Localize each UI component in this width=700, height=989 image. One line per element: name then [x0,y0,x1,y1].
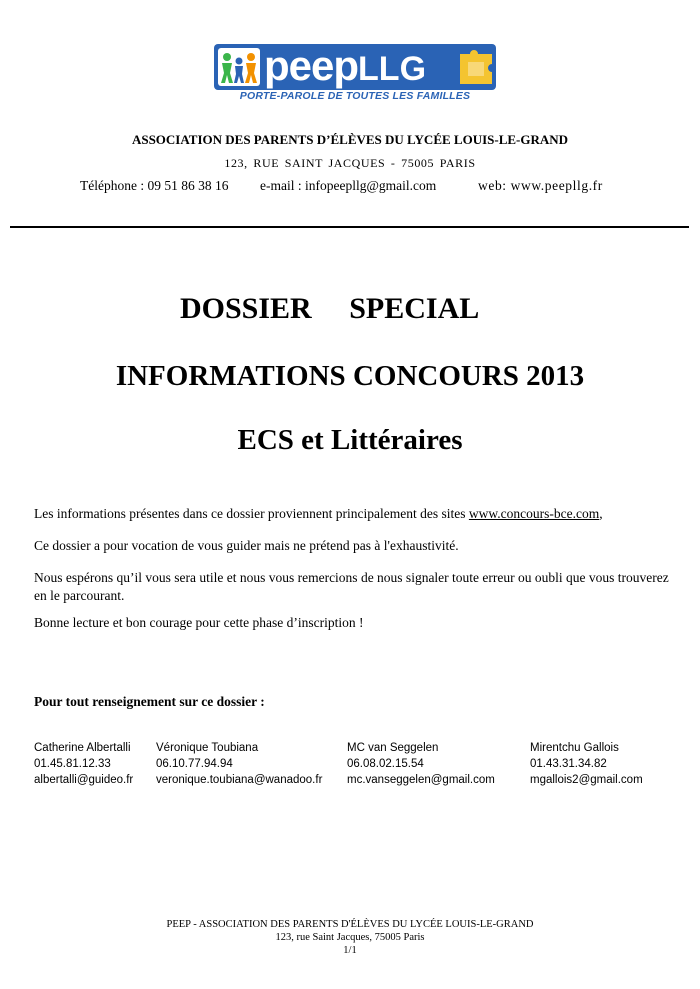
website-link[interactable]: web: www.peepllg.fr [478,178,603,193]
phone-number: Téléphone : 09 51 86 38 16 [80,178,229,193]
contact-phone: 06.10.77.94.94 [156,758,233,770]
contact-email[interactable]: mgallois2@gmail.com [530,774,643,786]
family-figures-icon [218,48,260,86]
logo-suffix: LLG [358,50,427,88]
contact-name: MC van Seggelen [347,742,439,754]
contact-email[interactable]: veronique.toubiana@wanadoo.fr [156,774,323,786]
email-address[interactable]: e-mail : infopeepllg@gmail.com [260,178,437,193]
contact-card [34,740,133,788]
page-number: 1/1 [343,945,357,956]
contact-name: Véronique Toubiana [156,742,259,754]
contacts-heading: Pour tout renseignement sur ce dossier : [34,694,265,709]
intro-sources-text: Les informations présentes dans ce dossier proviennent principalement des sites [34,506,469,521]
title-ecs-litteraires: ECS et Littéraires [237,424,463,456]
intro-paragraph-purpose: Ce dossier a pour vocation de vous guider mais ne prétend pas à l'exhaustivité. [34,538,459,553]
association-name: ASSOCIATION DES PARENTS D’ÉLÈVES DU LYCÉE LOUIS-LE-GRAND [131,132,569,147]
association-address: 123, RUE SAINT JACQUES - 75005 PARIS [224,156,476,170]
puzzle-piece-icon [458,48,494,86]
contact-card [156,740,322,788]
contact-phone: 06.08.02.15.54 [347,758,424,770]
contact-card [530,740,643,788]
intro-sources-end: , [599,506,603,521]
concours-bce-link[interactable]: www.concours-bce.com [468,506,600,521]
footer-association: PEEP - ASSOCIATION DES PARENTS D'ÉLÈVES DU LYCÉE LOUIS-LE-GRAND [166,919,534,930]
contact-name: Mirentchu Gallois [530,742,619,754]
logo-name: peep [264,42,359,89]
logo-wordmark [264,42,426,90]
title-informations-concours: INFORMATIONS CONCOURS 2013 [115,360,585,392]
contact-email[interactable]: mc.vanseggelen@gmail.com [347,774,495,786]
logo-tagline: PORTE-PAROLE DE TOUTES LES FAMILLES [239,90,471,102]
contact-card [347,740,495,788]
intro-paragraph-feedback: Nous espérons qu’il vous sera utile et nous vous remercions de nous signaler toute erreur ou oubli que vous trouverez en le parcourant. [34,570,669,603]
peep-llg-logo [214,44,496,104]
contact-name: Catherine Albertalli [34,742,131,754]
title-dossier-special: DOSSIER SPECIAL [180,292,480,325]
header-divider [10,226,689,228]
intro-paragraph-closing: Bonne lecture et bon courage pour cette phase d’inscription ! [34,615,364,630]
footer-address: 123, rue Saint Jacques, 75005 Paris [275,932,425,943]
intro-paragraph-sources [34,505,674,523]
contact-phone: 01.45.81.12.33 [34,758,111,770]
contact-phone: 01.43.31.34.82 [530,758,607,770]
contact-email[interactable]: albertalli@guideo.fr [34,774,134,786]
